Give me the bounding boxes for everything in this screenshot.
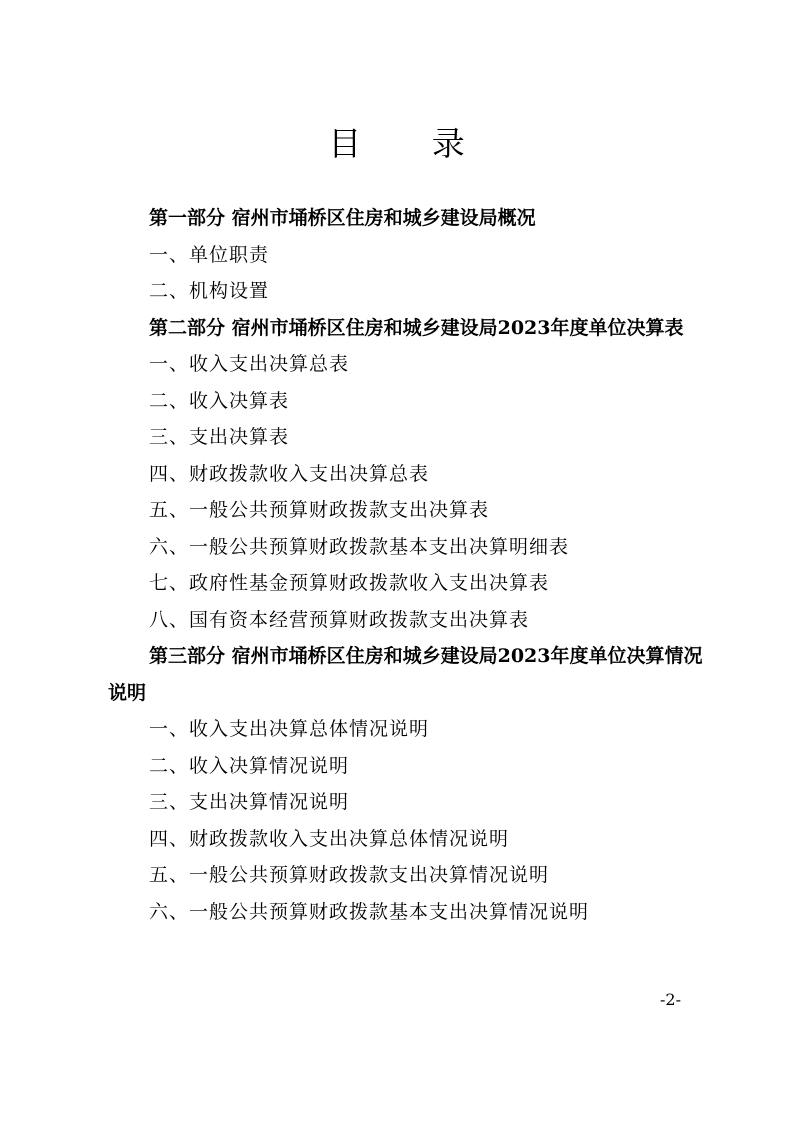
page-number: -2- (660, 990, 681, 1009)
toc-item: 二、收入决算情况说明 (149, 754, 350, 777)
page-title: 目 录 (328, 124, 495, 163)
toc-item: 六、一般公共预算财政拨款基本支出决算明细表 (149, 535, 570, 558)
toc-item: 七、政府性基金预算财政拨款收入支出决算表 (149, 572, 550, 594)
section-heading-2: 第二部分 宿州市埇桥区住房和城乡建设局2023年度单位决算表 (149, 316, 684, 339)
toc-item: 五、一般公共预算财政拨款支出决算情况说明 (149, 864, 550, 886)
toc-item: 六、一般公共预算财政拨款基本支出决算情况说明 (149, 900, 590, 923)
section-heading-3: 第三部分 宿州市埇桥区住房和城乡建设局2023年度单位决算情况说明 (108, 645, 703, 704)
toc-item: 三、支出决算情况说明 (149, 791, 350, 813)
toc-item: 二、机构设置 (149, 280, 270, 302)
toc-item: 一、单位职责 (149, 243, 270, 266)
toc-item: 八、国有资本经营预算财政拨款支出决算表 (149, 608, 530, 631)
table-of-contents (108, 200, 708, 930)
toc-item: 五、一般公共预算财政拨款支出决算表 (149, 499, 490, 521)
toc-item: 一、收入支出决算总表 (149, 353, 350, 375)
section-heading-1: 第一部分 宿州市埇桥区住房和城乡建设局概况 (149, 207, 536, 229)
toc-item: 四、财政拨款收入支出决算总体情况说明 (149, 827, 510, 850)
toc-item: 二、收入决算表 (149, 389, 290, 412)
toc-item: 三、支出决算表 (149, 426, 290, 448)
toc-item: 四、财政拨款收入支出决算总表 (149, 462, 430, 485)
toc-item: 一、收入支出决算总体情况说明 (149, 718, 430, 740)
